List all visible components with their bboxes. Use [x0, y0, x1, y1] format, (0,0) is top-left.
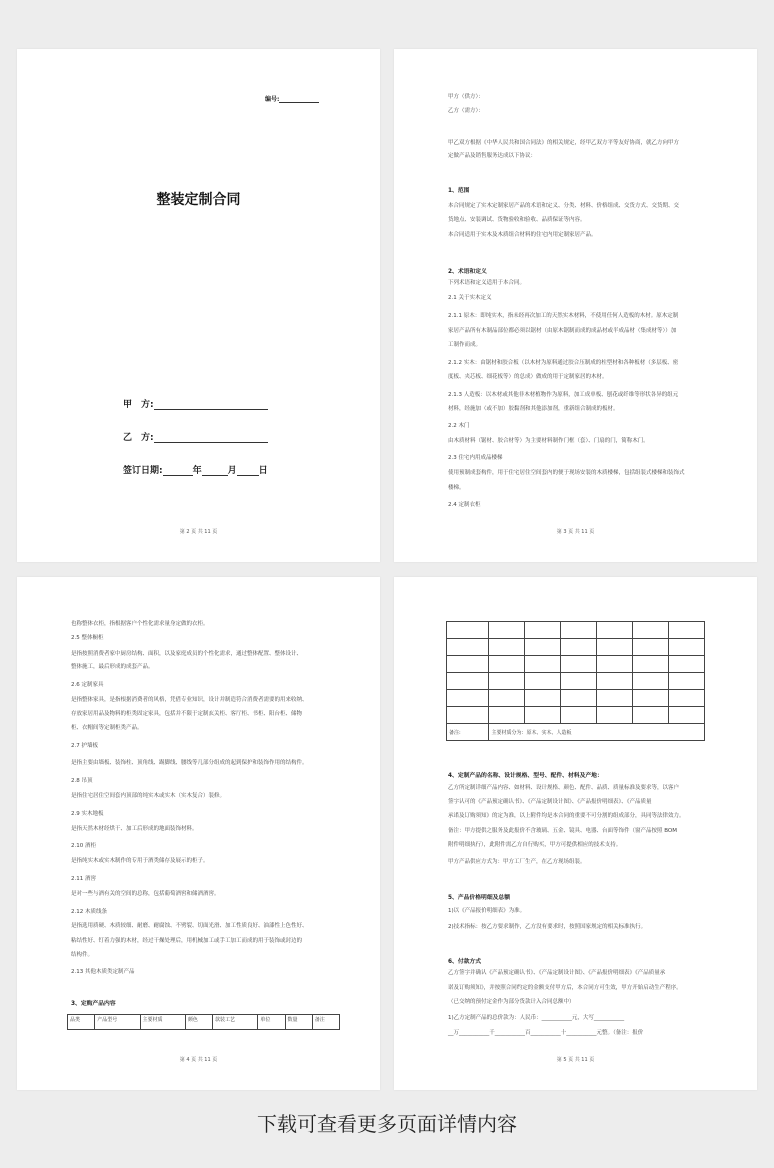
text-line: 是指住宅居住空间套内顶部的纯实木或实木（实木复合）装修。 — [71, 793, 226, 799]
sign-date-row — [123, 463, 268, 476]
text-line: 乙方所定制详细产品内容、如材料、设计规格、颜色、配件、品质、质量标准及要求等，以客户 — [448, 785, 680, 791]
party-b-label: 乙 方: — [123, 433, 154, 443]
table-cell — [524, 656, 560, 673]
text-line: 是指天然木材经烘干、加工后形成的地面装饰材料。 — [71, 826, 198, 832]
text-line: 货地点、安装调试、货物验收和验收、品质保证等内容。 — [448, 217, 586, 223]
product-detail-table — [446, 621, 705, 741]
table-cell — [596, 656, 632, 673]
party-a-row — [123, 397, 268, 410]
text-line: 签字认可的《产品预定确认书》、《产品定制设计图》、《产品报价明细表》、《产品质量 — [448, 799, 652, 805]
text-line: 是指纯实木或实木制作的专用于酒类储存及展示的柜子。 — [71, 858, 209, 864]
table-cell — [632, 622, 668, 639]
table-header-cell: 主要材质 — [140, 1015, 185, 1030]
table-cell — [632, 690, 668, 707]
text-line: 是对一些与酒有关的空间的总称，包括葡萄酒窖和储酒酒窖。 — [71, 891, 220, 897]
party-b-row — [123, 430, 268, 443]
table-cell — [632, 656, 668, 673]
text-line: 2.1 关于实木定义 — [448, 295, 492, 301]
text-line: 本合同适用于实木及木质组合材料的住宅内用定制家居产品。 — [448, 232, 597, 238]
table-header-cell: 品类 — [68, 1015, 95, 1030]
section-heading: 5、产品价格明细及总额 — [448, 895, 511, 901]
table-cell — [668, 690, 704, 707]
month-label: 月 — [227, 466, 237, 476]
table-cell — [560, 622, 596, 639]
table-cell — [488, 656, 524, 673]
text-line: 承诺及订购须知》的定为准，以上附件均是本合同的重要不可分割的组成部分，具同等法律效力。 — [448, 813, 685, 819]
table-header-cell: 产品型号 — [95, 1015, 140, 1030]
contract-cover-page — [17, 49, 380, 562]
text-line: 2.4 定制衣柜 — [448, 502, 481, 508]
text-line: 楼梯。 — [448, 485, 465, 491]
table-cell — [596, 690, 632, 707]
year-label: 年 — [192, 466, 202, 476]
table-row — [447, 656, 705, 673]
bottom-caption: 下载可查看更多页面详情内容 — [257, 1112, 517, 1136]
text-line: 使用预制成套构件，用于住宅居住空间套内的便于现场安装的木质楼梯，包括组装式楼梯和装饰式 — [448, 470, 685, 476]
text-line: 粘结性好、钉着力强的木材，经过干燥处理后，用机械加工或手工加工而成的用于装饰或封边的 — [71, 938, 303, 944]
table-cell — [488, 690, 524, 707]
text-line: 附件明细执行），此附件需乙方自行购买，甲方可提供相应的技术支持。 — [448, 842, 622, 848]
month-blank — [202, 475, 228, 476]
party-a-label: 甲 方: — [123, 400, 154, 410]
table-cell — [524, 622, 560, 639]
text-line: 2.1.1 原木：即纯实木，指未经再次加工的天然实木材料，不使用任何人造板的木材。原木定制 — [448, 313, 679, 319]
text-line: 本合同规定了实木定制家居产品的术语和定义、分类、材料、价格组成、交货方式、交货期、交 — [448, 203, 680, 209]
text-line: （已交纳的预付定金作为部分货款计入合同总额中） — [448, 999, 575, 1005]
table-cell — [447, 707, 489, 724]
text-line: 2)技术指标：按乙方要求制作，乙方没有要求时，按照国家规定的相关标准执行。 — [448, 924, 647, 930]
table-cell — [447, 639, 489, 656]
text-line: 诺及订购须知》，并按照合同约定的金额支付甲方后，本合同方可生效，甲方开始启动生产程序。 — [448, 985, 682, 991]
text-line: 2.13 其他木质类定制产品 — [71, 969, 135, 975]
text-line: 乙方签字并确认《产品预定确认书》、《产品定制设计图》、《产品报价明细表》《产品质量承 — [448, 970, 666, 976]
table-cell — [488, 639, 524, 656]
table-cell — [524, 639, 560, 656]
text-line: 1)乙方定制产品的总价款为：人民币：___________元，大写___________ — [448, 1015, 625, 1021]
text-line: 2.2 木门 — [448, 423, 470, 429]
table-cell — [488, 622, 524, 639]
table-cell — [560, 673, 596, 690]
sign-date-label: 签订日期: — [123, 466, 163, 476]
text-line: 是指选用质硬、木质较细、耐磨、耐腐蚀、不劈裂、切面光滑、加工性质良好、油漆性上色性好、 — [71, 923, 308, 929]
page-footer: 第 5 页 共 11 页 — [556, 1057, 595, 1063]
table-cell — [488, 673, 524, 690]
text-line: 1)以《产品报价明细表》为准。 — [448, 908, 526, 914]
text-line: 是指主要由墙板、装饰柱、顶角线、踢脚线、腰线等几部分组成的起到保护和装饰作用的结构件。 — [71, 760, 308, 766]
text-line: 工制作而成。 — [448, 342, 482, 348]
text-line: 甲方（供方）： — [448, 94, 484, 100]
text-line: 下列术语和定义适用于本合同。 — [448, 280, 526, 286]
text-line: 2.1.2 实木：由锯材和胶合板（以木材为原料通过胶合压制成的柱型材和各种板材（多层板、密 — [448, 360, 679, 366]
table-note-row — [447, 724, 705, 741]
text-line: 2.3 住宅内用成品楼梯 — [448, 455, 503, 461]
text-line: 是指整体家具，是指根据消费者的风格，凭借专业知识，设计并制造符合消费者需要的用来收纳、 — [71, 697, 308, 703]
text-line: 2.9 实木地板 — [71, 811, 104, 817]
table-cell — [524, 690, 560, 707]
text-line: 2.12 木质线条 — [71, 909, 107, 915]
party-b-blank — [154, 442, 268, 443]
table-cell — [596, 707, 632, 724]
contract-number — [265, 94, 319, 103]
table-cell — [596, 673, 632, 690]
contract-page-4 — [17, 577, 380, 1090]
table-cell — [668, 707, 704, 724]
table-cell — [447, 656, 489, 673]
table-cell — [447, 622, 489, 639]
table-cell — [632, 707, 668, 724]
table-cell — [668, 639, 704, 656]
table-header-cell: 款装工艺 — [213, 1015, 258, 1030]
table-row — [447, 622, 705, 639]
text-line: 由木质材料（锯材、胶合材等）为主要材料制作门框（套）、门扇的门，简称木门。 — [448, 438, 649, 444]
table-header-row — [68, 1015, 340, 1030]
text-line: 2.5 整体橱柜 — [71, 635, 104, 641]
text-line: 2.7 护墙板 — [71, 743, 98, 749]
table-row — [447, 707, 705, 724]
page-footer: 第 3 页 共 11 页 — [556, 529, 595, 535]
text-line: 甲乙双方根据《中华人民共和国合同法》的相关规定，经甲乙双方平等友好协商，就乙方向甲方 — [448, 140, 680, 146]
table-cell — [560, 656, 596, 673]
table-header-cell: 颜色 — [185, 1015, 212, 1030]
year-blank — [163, 475, 193, 476]
table-cell — [524, 673, 560, 690]
text-line: 2.6 定制家具 — [71, 682, 104, 688]
section-heading: 1、范围 — [448, 188, 470, 194]
section-heading: 3、定购产品内容 — [71, 1001, 116, 1007]
contract-page-3 — [394, 49, 757, 562]
text-line: 2.10 酒柜 — [71, 843, 96, 849]
text-line: 度板、夹芯板、细花板等）的总成）做成的用于定制家居的木材。 — [448, 374, 608, 380]
text-line: 2.11 酒窖 — [71, 876, 96, 882]
table-cell — [488, 707, 524, 724]
party-a-blank — [154, 409, 268, 410]
table-cell — [560, 690, 596, 707]
section-heading: 2、术语和定义 — [448, 269, 487, 275]
table-cell — [560, 639, 596, 656]
text-line: 也称整体衣柜，指根据客户个性化需求量身定做的衣柜。 — [71, 621, 209, 627]
table-header-cell: 单位 — [258, 1015, 285, 1030]
text-line: 甲方产品供应方式为：甲方工厂生产，在乙方现场组装。 — [448, 859, 586, 865]
page-footer: 第 4 页 共 11 页 — [179, 1057, 218, 1063]
product-order-table — [67, 1014, 340, 1030]
text-line: 材料，经施加（或不加）胶黏剂和其他添加剂，重新组合制成的板材。 — [448, 406, 619, 412]
table-cell — [447, 673, 489, 690]
text-line: 整体施工，最后形成的成套产品。 — [71, 664, 154, 670]
text-line: 存放家居用品及物料的柜类固定家具，包括并不限于定制玄关柜、客厅柜、书柜、阳台柜、储物 — [71, 711, 303, 717]
table-row — [447, 690, 705, 707]
table-header-cell: 数量 — [285, 1015, 312, 1030]
table-cell — [524, 707, 560, 724]
table-cell — [632, 673, 668, 690]
section-heading: 6、付款方式 — [448, 959, 482, 965]
table-cell — [632, 639, 668, 656]
table-cell — [668, 673, 704, 690]
table-cell — [596, 622, 632, 639]
table-cell — [447, 690, 489, 707]
section-heading: 4、定制产品的名称、设计规格、型号、配件、材料及产地： — [448, 773, 603, 779]
table-cell — [668, 656, 704, 673]
table-note-text: 主要材质分为：原木、实木、人造板 — [488, 724, 704, 741]
table-row — [447, 673, 705, 690]
text-line: 2.1.3 人造板：以木材或其他非木材植物作为原料，加工成单板、刨花或纤维等形状各异的组元 — [448, 392, 679, 398]
text-line: 2.8 吊顶 — [71, 778, 93, 784]
contract-title: 整装定制合同 — [156, 192, 241, 208]
text-line: 乙方（需方）： — [448, 108, 484, 114]
text-line: 是指按照消费者家中厨房结构、面积，以及家庭成员的个性化需求，通过整体配置、整体设计、 — [71, 651, 303, 657]
table-note-label: 备注: — [447, 724, 489, 741]
text-line: __万___________千___________百___________十___________元整。（备注：报价 — [448, 1030, 644, 1036]
day-label: 日 — [258, 466, 268, 476]
contract-number-blank — [279, 102, 319, 103]
table-cell — [668, 622, 704, 639]
text-line: 备注：甲方提供之服务及此报价不含玻璃、五金、镜具、电器、台面等饰件（窗产品按照 BOM — [448, 828, 678, 834]
table-cell — [596, 639, 632, 656]
table-cell — [560, 707, 596, 724]
day-blank — [237, 475, 259, 476]
text-line: 家居产品所有木制品部位都必须以锯材（由原木锯制而成的成品材或半成品材（集成材等））加 — [448, 328, 677, 334]
page-footer: 第 2 页 共 11 页 — [179, 529, 218, 535]
table-row — [447, 639, 705, 656]
table-header-cell: 备注 — [312, 1015, 339, 1030]
contract-number-label: 编号: — [265, 96, 280, 103]
contract-page-5 — [394, 577, 757, 1090]
text-line: 结构件。 — [71, 952, 94, 958]
text-line: 定做产品及销售服务达成以下协议： — [448, 153, 537, 159]
text-line: 柜、衣帽间等定制柜类产品。 — [71, 725, 143, 731]
